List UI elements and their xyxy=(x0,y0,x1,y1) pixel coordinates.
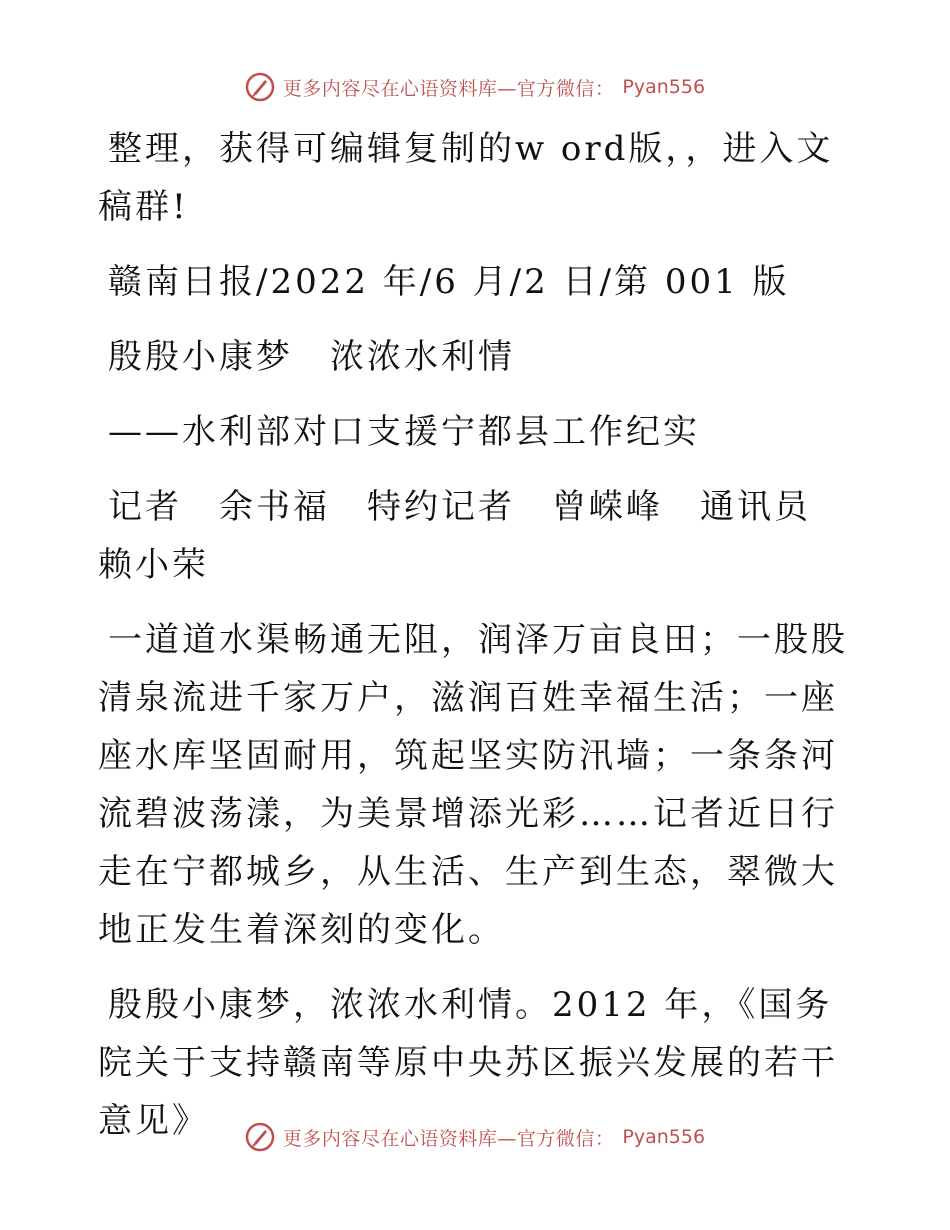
intro-note: 整理，获得可编辑复制的w ord版，，进入文稿群! xyxy=(98,129,834,227)
banner-text: 更多内容尽在心语资料库—官方微信： xyxy=(282,1127,615,1150)
banner-wechat-id: Pyan556 xyxy=(622,1126,706,1148)
quill-pen-icon xyxy=(245,1122,275,1152)
body-paragraph: 殷殷小康梦，浓浓水利情。2012 年，《国务院关于支持赣南等原中央苏区振兴发展的若干意见》 xyxy=(98,985,838,1141)
header-banner xyxy=(0,72,950,102)
article-subtitle: ——水利部对口支援宁都县工作纪实 xyxy=(108,412,700,452)
footer-banner xyxy=(0,1122,950,1152)
banner-wechat-id: Pyan556 xyxy=(622,76,706,98)
document-body xyxy=(98,120,858,1167)
source-line: 赣南日报/2022 年/6 月/2 日/第 001 版 xyxy=(108,262,790,302)
body-paragraph: 一道道水渠畅通无阻，润泽万亩良田；一股股清泉流进千家万户，滋润百姓幸福生活；一座座水库坚固耐用，筑起坚实防汛墙；一条条河流碧波荡漾，为美景增添光彩……记者近日行走在宁都城乡，从生活、生产到生态，翠微大地正发生着深刻的变化。 xyxy=(98,620,848,950)
byline: 记者 余书福 特约记者 曾嵘峰 通讯员 赖小荣 xyxy=(98,487,848,585)
article-title: 殷殷小康梦 浓浓水利情 xyxy=(108,337,515,377)
quill-pen-icon xyxy=(245,72,275,102)
banner-text: 更多内容尽在心语资料库—官方微信： xyxy=(282,77,615,100)
